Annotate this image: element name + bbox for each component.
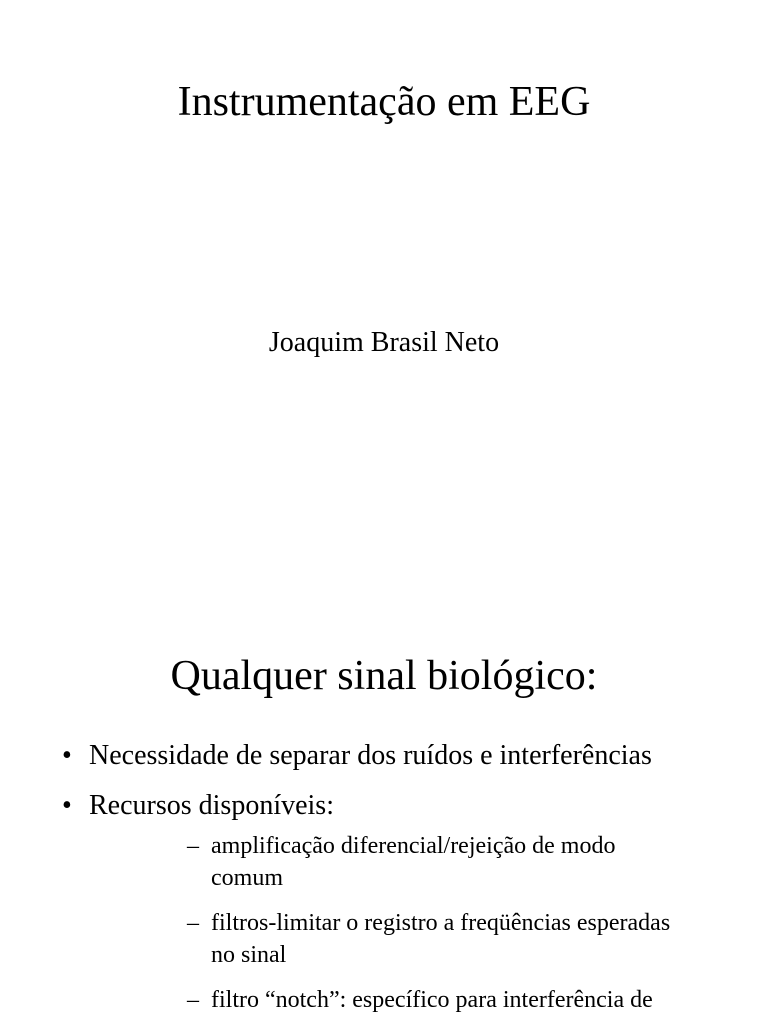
bullet-marker: •	[62, 790, 72, 821]
bullet-item	[0, 736, 768, 776]
slide-author: Joaquim Brasil Neto	[268, 327, 500, 358]
sub-bullet-item	[89, 830, 728, 894]
slide-2	[0, 560, 768, 1024]
dash-marker: –	[187, 910, 199, 936]
sub-bullet-list	[89, 830, 728, 1016]
bullet-list	[0, 736, 768, 1029]
sub-bullet-item	[89, 984, 728, 1016]
slide-title: Instrumentação em EEG	[177, 79, 591, 125]
sub-bullet-text: filtro “notch”: específico para interferência de	[211, 987, 653, 1013]
sub-bullet-item	[89, 907, 728, 971]
slide-title: Qualquer sinal biológico:	[170, 653, 598, 699]
bullet-item	[0, 786, 768, 1016]
sub-bullet-text: amplificação diferencial/rejeição de modo comum	[211, 833, 616, 891]
bullet-marker: •	[62, 740, 72, 771]
bullet-text: Recursos disponíveis:	[89, 790, 334, 821]
dash-marker: –	[187, 987, 199, 1013]
bullet-text: Necessidade de separar dos ruídos e interferências	[89, 740, 652, 771]
dash-marker: –	[187, 833, 199, 859]
sub-bullet-text: filtros-limitar o registro a freqüências esperadas no sinal	[211, 910, 671, 968]
